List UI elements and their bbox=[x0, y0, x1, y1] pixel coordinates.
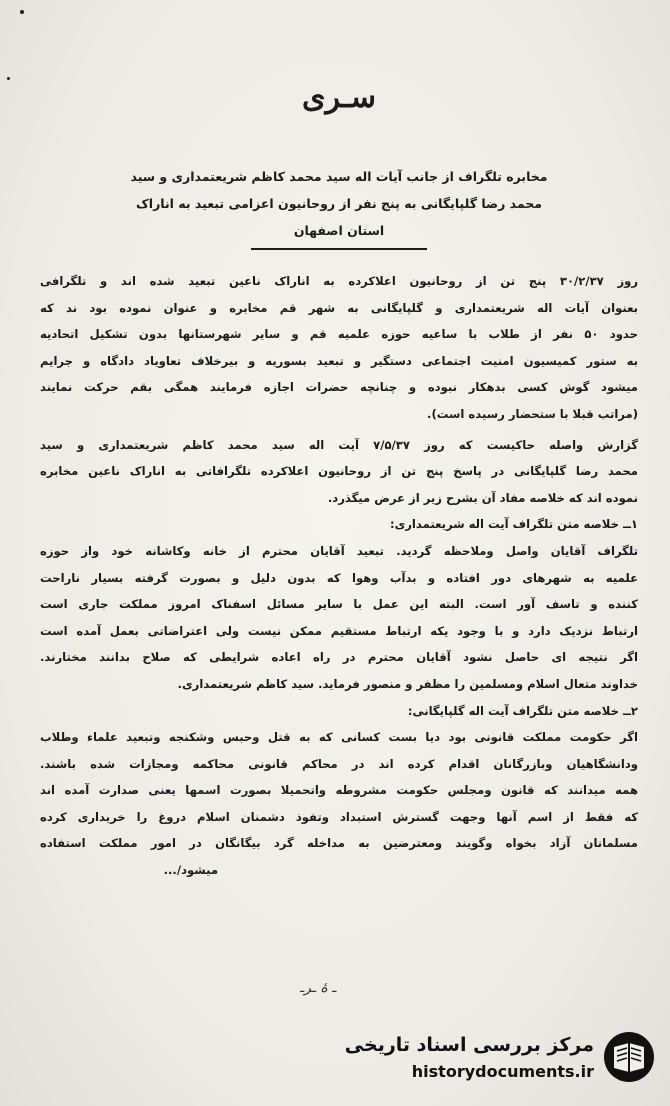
book-logo-icon bbox=[602, 1030, 656, 1084]
subject-line: مخابره تلگراف از جانب آیات اله سید محمد کاظم شریعتمداری و سید bbox=[130, 169, 548, 184]
paragraph-1 bbox=[40, 268, 638, 428]
document-body bbox=[40, 80, 638, 884]
text-line: که فقط از اسم آنها وجهت گسترش استبداد وتفوذ دشمنان اسلام دروغ را خریداری کرده bbox=[40, 809, 638, 824]
text-line: به ستور کمیسیون امنیت اجتماعی دستگیر و تبعید بسوریه و بیرخلاف تعاویاد دادگاه و جرایم bbox=[40, 353, 638, 368]
text-line: (مراتب قبلا با ستحضار رسیده است). bbox=[427, 406, 638, 421]
text-line: حدود ۵۰ نفر از طلاب با ساعیه حوزه علمیه قم و سایر شهرستانها بدون تشکیل اتحادیه bbox=[40, 327, 638, 342]
text-line: تلگراف آقایان واصل وملاحظه گردید. تبعید آقایان محترم از خانه وکاشانه خود واز حوزه bbox=[40, 543, 638, 558]
text-line: خداوند متعال اسلام ومسلمین را مظفر و منصور فرماید. سید کاظم شریعتمداری. bbox=[177, 676, 638, 691]
text-line: همه میدانند که قانون ومجلس حکومت مشروطه واتحمیلا بصورت اسمها یعنی صدارت آمده اند bbox=[40, 783, 638, 798]
subject-city: استان اصفهان bbox=[293, 223, 385, 238]
text-line: گزارش واصله حاکیست که روز ۷/۵/۳۷ آیت اله سید محمد کاظم شریعتمداری و سید bbox=[40, 437, 638, 452]
subject-underline bbox=[251, 248, 427, 250]
speck bbox=[7, 77, 10, 80]
paragraph-2 bbox=[40, 432, 638, 512]
text-line: محمد رضا گلپایگانی در پاسخ پنج تن از روحانیون اعلاکرده تلگرافاتی به اناراک ناعین مخابره bbox=[40, 464, 638, 479]
handwritten-signature: ـ ۀ ـرـ bbox=[300, 980, 337, 996]
speck bbox=[20, 10, 24, 14]
text-line: اگر نتیجه ای حاصل نشود آقایان محترم در راه اعاده شرایطی که صلاح بدانند مختارند. bbox=[40, 650, 638, 665]
section-2-text bbox=[40, 724, 638, 857]
text-line: اگر حکومت مملکت قانونی بود دیا بست کسانی که به قتل وحبس وشکنجه وتبعید علماء وطلاب bbox=[40, 730, 638, 745]
watermark-url: historydocuments.ir bbox=[411, 1062, 594, 1081]
classification-mark: سـری bbox=[302, 80, 376, 115]
text-line: کننده و تاسف آور است. البته این عمل با سایر مسائل اسفناک امروز مملکت جاری است bbox=[40, 597, 638, 612]
section-1-text bbox=[40, 538, 638, 698]
document-subject bbox=[40, 163, 638, 246]
text-line: ارتباط نزدیک دارد و با وجود یکه ارتباط مستقیم ممکن نیست ولی اعتراضاتی بعمل آمده است bbox=[40, 623, 638, 638]
text-line: مسلمانان آزاد بخواه وگویند ومعترضین به مداخله گرد بیگانگان در امور مملکت استفاده bbox=[40, 836, 638, 851]
text-line: نموده اند که خلاصه مفاد آن بشرح زیر از عرض میگذرد. bbox=[327, 490, 638, 505]
text-line: ودانشگاهیان وبازرگانان اقدام کرده اند در محاکم قانونی محاکمه ومجازات شده باشند. bbox=[40, 756, 638, 771]
text-line: علمیه به شهرهای دور افتاده و بدآب وهوا که بدون دلیل و بصورت گرفته بسیار ناراحت bbox=[40, 570, 638, 585]
subject-line: محمد رضا گلپایگانی به پنج نفر از روحانیون اعزامی تبعید به اناراک bbox=[135, 196, 543, 211]
section-2-heading: ۲ــ خلاصه متن تلگراف آیت اله گلپایگانی: bbox=[407, 703, 638, 718]
text-line: روز ۳۰/۲/۳۷ پنج تن از روحانیون اعلاکرده به اناراک ناعین تبعید شده اند و تلگرافی bbox=[40, 274, 638, 288]
closing-line: میشود/... bbox=[163, 863, 218, 878]
section-1-heading: ۱ــ خلاصه متن تلگراف آیت اله شریعتمداری: bbox=[389, 517, 638, 532]
watermark-title: مرکز بررسی اسناد تاریخی bbox=[344, 1034, 594, 1056]
watermark bbox=[344, 1030, 656, 1090]
text-line: بعنوان آیات اله شریعتمداری و گلپایگانی به شهر قم مخابره و عنوان نموده بود ند که bbox=[40, 300, 638, 315]
text-line: میشود گوش کسی بدهکار نبوده و چنانچه حضرات اجازه فرمایند همگی بقم حرکت نمایند bbox=[40, 380, 638, 395]
